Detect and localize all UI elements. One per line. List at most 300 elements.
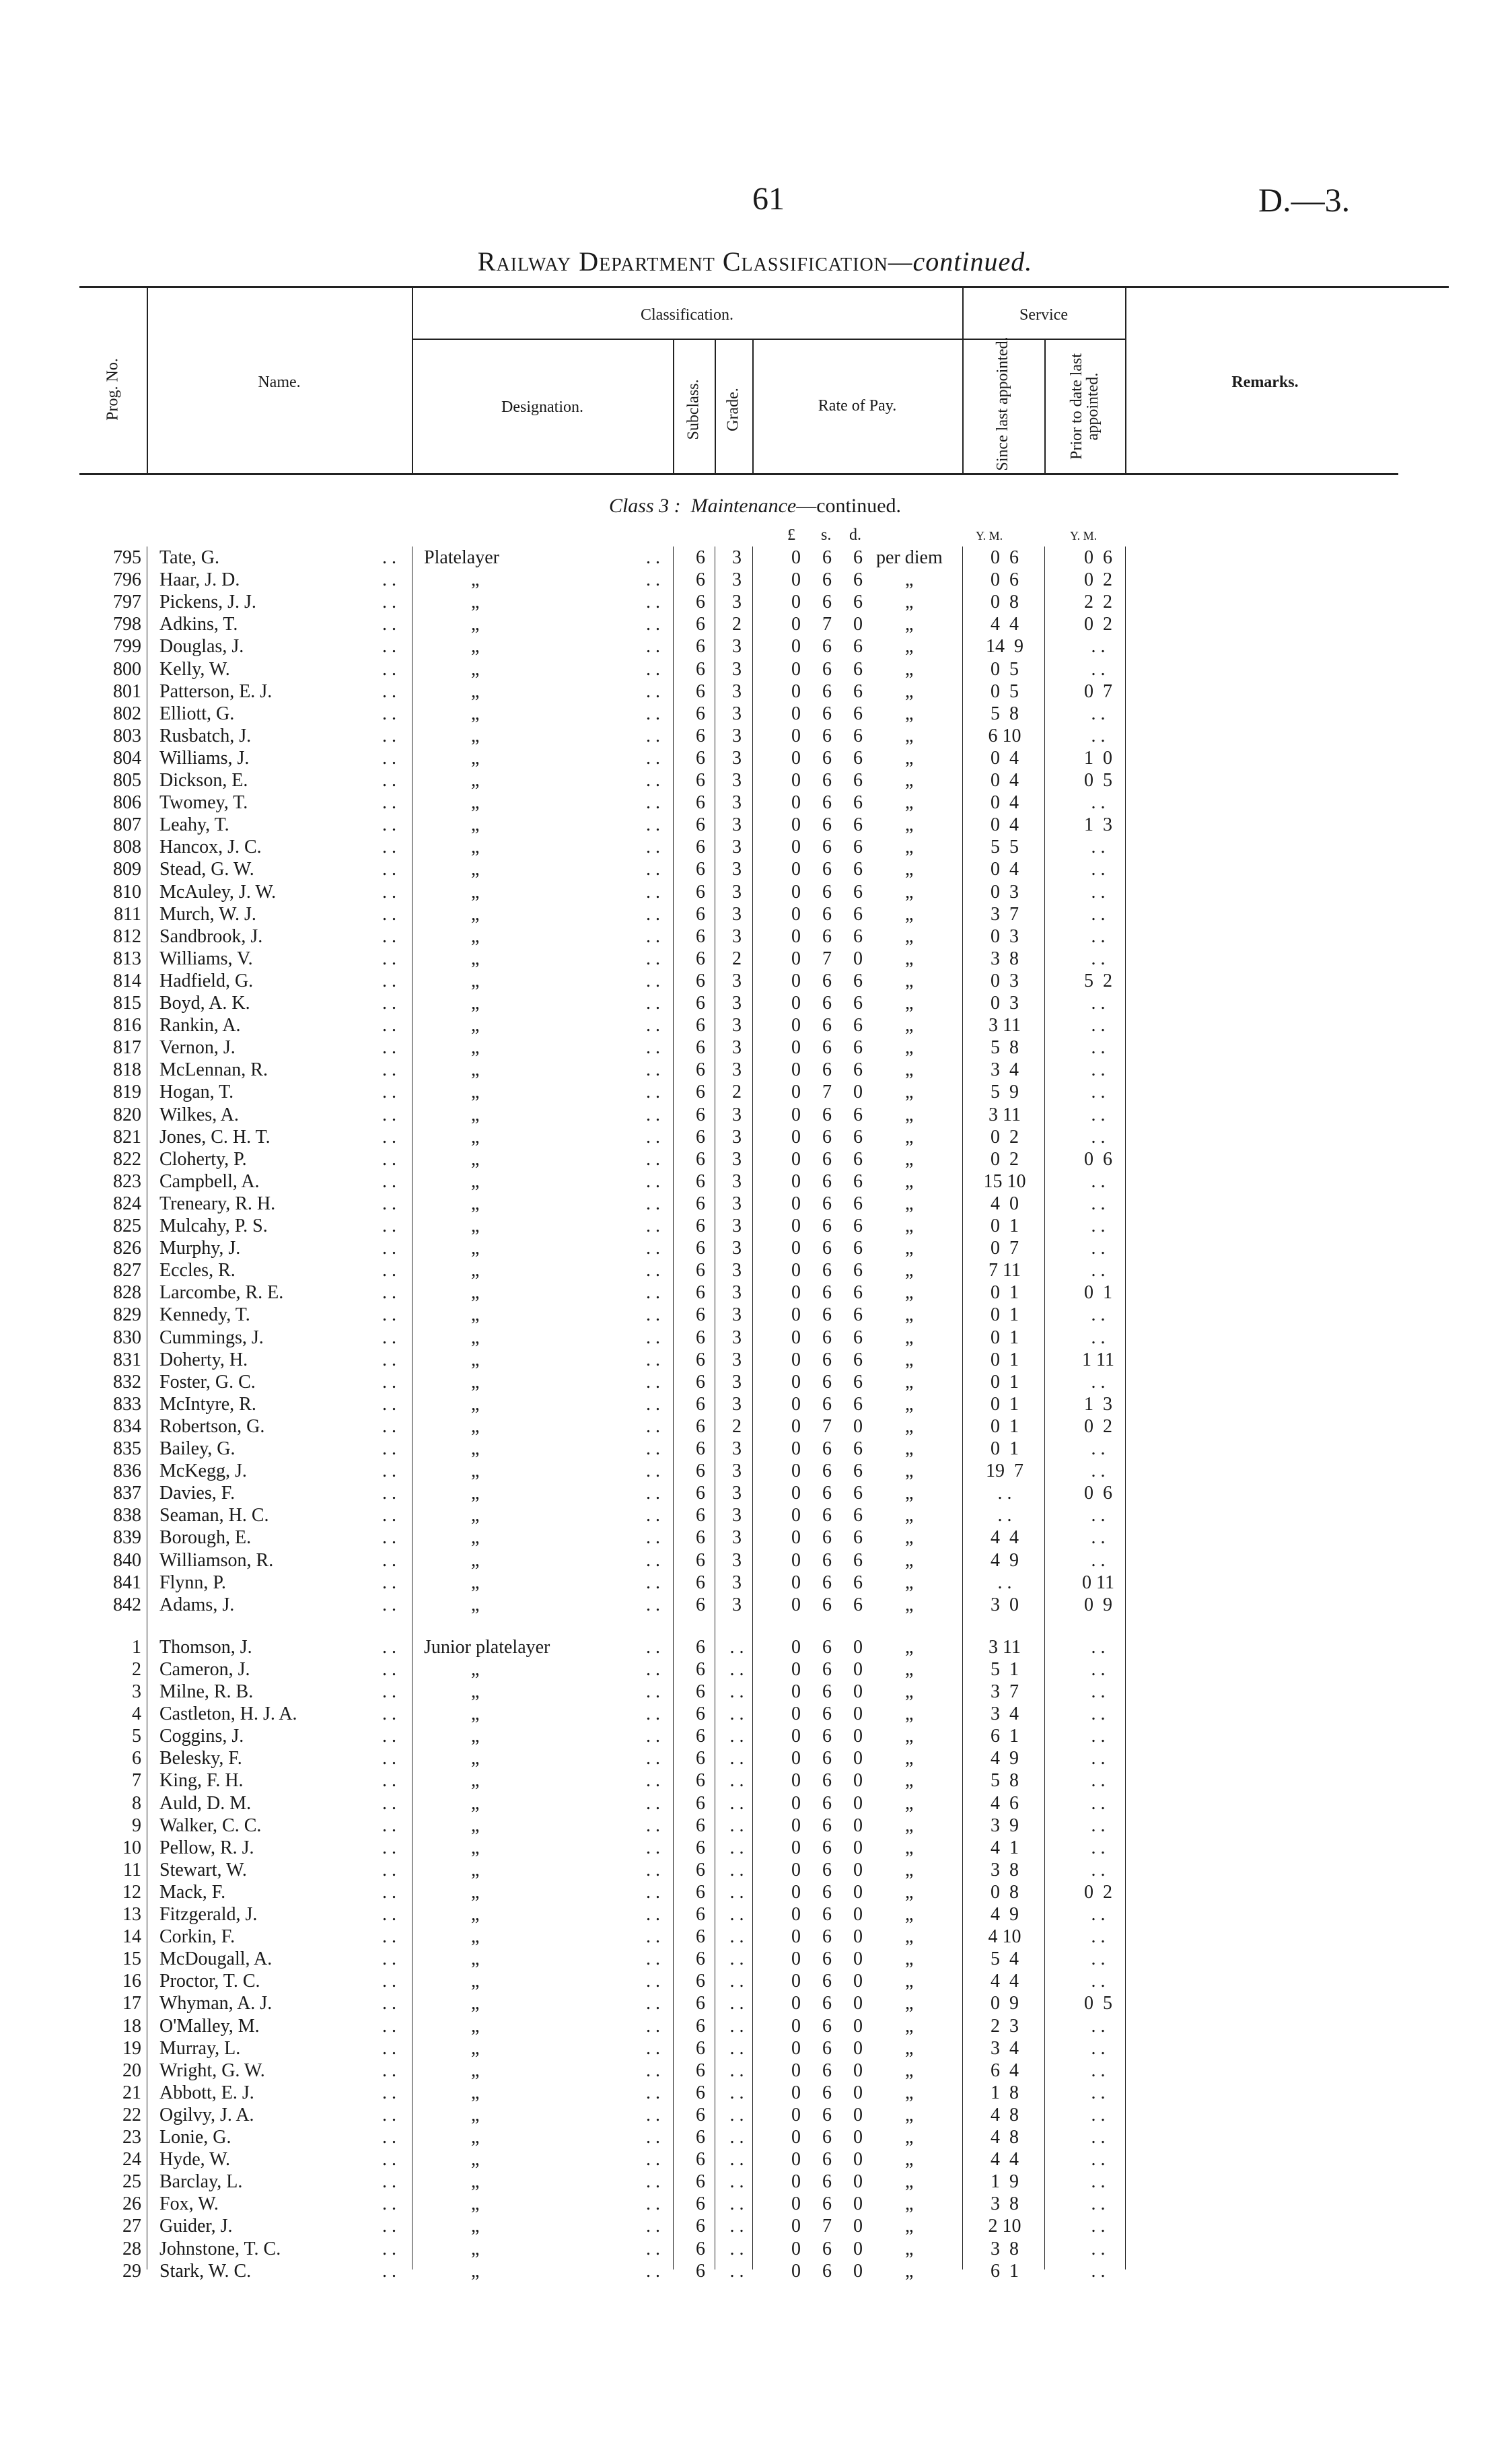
leader-dots: . . (646, 1881, 660, 1903)
pay-pence: 6 (853, 1282, 863, 1304)
subclass-cell: 6 (696, 1238, 705, 1259)
since-last-cell: 4 0 (991, 1193, 1019, 1214)
pay-pence: 0 (853, 1837, 863, 1858)
pay-pence: 0 (853, 1748, 863, 1769)
leader-dots: . . (382, 1460, 396, 1482)
subclass-cell: 6 (696, 703, 705, 724)
leader-dots: . . (646, 1681, 660, 1702)
prior-cell: . . (1091, 2216, 1106, 2237)
pay-pounds: 0 (791, 1282, 801, 1304)
prog-no-cell: 13 (122, 1904, 141, 1925)
designation-cell: „ (471, 1859, 480, 1880)
table-row (0, 814, 1510, 836)
name-cell: Kennedy, T. (159, 1304, 250, 1326)
pay-shillings: 6 (822, 1349, 832, 1370)
designation-cell: „ (471, 1926, 480, 1948)
prog-no-cell: 20 (122, 2060, 141, 2081)
since-last-cell: . . (997, 1505, 1012, 1526)
prior-cell: 0 2 (1084, 1415, 1112, 1437)
pay-period: „ (905, 1170, 914, 1192)
name-cell: Stead, G. W. (159, 859, 254, 880)
header-subclass: Subclass. (684, 379, 703, 440)
prog-no-cell: 837 (113, 1483, 141, 1504)
name-cell: Mulcahy, P. S. (159, 1216, 268, 1236)
since-last-cell: 19 7 (986, 1460, 1023, 1482)
pay-shillings: 6 (822, 1327, 832, 1348)
grade-cell: . . (729, 1792, 744, 1814)
prog-no-cell: 814 (113, 970, 141, 991)
table-row (0, 1438, 1510, 1460)
designation-cell: „ (471, 859, 480, 880)
pay-pounds: 0 (791, 1349, 801, 1370)
pay-pence: 0 (853, 1726, 863, 1747)
header-bottom-rule (79, 473, 1398, 475)
table-row (0, 1482, 1510, 1504)
table-row (0, 836, 1510, 858)
pay-pence: 0 (853, 948, 863, 969)
grade-cell: . . (729, 2238, 744, 2259)
leader-dots: . . (646, 1748, 660, 1769)
pay-period: „ (905, 1971, 914, 1992)
section-continued: —continued. (796, 495, 902, 517)
since-last-cell: 6 10 (988, 725, 1021, 746)
name-cell: Cameron, J. (159, 1658, 250, 1680)
leader-dots: . . (646, 1926, 660, 1948)
leader-dots: . . (382, 1238, 396, 1259)
pay-period: „ (905, 1658, 914, 1680)
unit-years-months-since: Y. M. (976, 529, 1003, 542)
pay-period: „ (905, 725, 914, 746)
leader-dots: . . (646, 770, 660, 791)
pay-period: „ (905, 1104, 914, 1125)
since-last-cell: 0 1 (991, 1349, 1019, 1370)
since-last-cell: 5 1 (991, 1658, 1019, 1680)
pay-shillings: 6 (822, 1770, 832, 1792)
pay-period: „ (905, 1216, 914, 1236)
pay-pounds: 0 (791, 1170, 801, 1192)
table-row (0, 1460, 1510, 1482)
prog-no-cell: 817 (113, 1037, 141, 1059)
designation-cell: „ (471, 2171, 480, 2193)
leader-dots: . . (382, 2216, 396, 2237)
pay-shillings: 6 (822, 1748, 832, 1769)
prog-no-cell: 819 (113, 1082, 141, 1103)
pay-shillings: 6 (822, 1371, 832, 1393)
grade-cell: . . (729, 1926, 744, 1948)
subclass-cell: 6 (696, 592, 705, 613)
table-row (0, 992, 1510, 1014)
prog-no-cell: 804 (113, 747, 141, 769)
pay-pounds: 0 (791, 859, 801, 880)
since-last-cell: 4 9 (991, 1549, 1019, 1571)
prior-cell: . . (1091, 1815, 1106, 1836)
leader-dots: . . (382, 1349, 396, 1370)
prior-cell: 0 2 (1084, 1881, 1112, 1903)
prog-no-cell: 12 (122, 1881, 141, 1903)
leader-dots: . . (382, 1126, 396, 1148)
pay-pounds: 0 (791, 636, 801, 658)
name-cell: Corkin, F. (159, 1926, 236, 1948)
pay-pence: 0 (853, 2104, 863, 2125)
pay-pence: 6 (853, 658, 863, 680)
table-row (0, 547, 1510, 569)
leader-dots: . . (382, 1282, 396, 1304)
since-last-cell: 3 0 (991, 1594, 1019, 1615)
designation-cell: „ (471, 703, 480, 724)
pay-period: „ (905, 1238, 914, 1259)
name-cell: Patterson, E. J. (159, 680, 273, 702)
grade-cell: 3 (732, 970, 742, 991)
subclass-cell: 6 (696, 1636, 705, 1658)
leader-dots: . . (646, 1148, 660, 1170)
prog-no-cell: 805 (113, 770, 141, 791)
pay-pounds: 0 (791, 1527, 801, 1549)
table-row (0, 1769, 1510, 1792)
grade-cell: . . (729, 1681, 744, 1702)
pay-shillings: 6 (822, 925, 832, 947)
pay-shillings: 6 (822, 1148, 832, 1170)
grade-cell: . . (729, 1993, 744, 2014)
pay-period: „ (905, 792, 914, 814)
since-last-cell: 3 11 (988, 1104, 1021, 1125)
prog-no-cell: 15 (122, 1948, 141, 1970)
designation-cell: „ (471, 725, 480, 746)
prior-cell: . . (1091, 837, 1106, 858)
subclass-cell: 6 (696, 925, 705, 947)
since-last-cell: 0 5 (991, 658, 1019, 680)
table-row (0, 2082, 1510, 2104)
leader-dots: . . (382, 725, 396, 746)
pay-period: „ (905, 658, 914, 680)
since-last-cell: 6 4 (991, 2060, 1019, 2081)
pay-shillings: 6 (822, 837, 832, 858)
since-last-cell: 0 4 (991, 770, 1019, 791)
name-cell: Elliott, G. (159, 703, 235, 724)
prior-cell: 0 6 (1084, 1148, 1112, 1170)
table-row (0, 725, 1510, 747)
pay-pounds: 0 (791, 1216, 801, 1236)
prog-no-cell: 798 (113, 614, 141, 635)
prior-cell: 1 11 (1082, 1349, 1114, 1370)
table-row (0, 1948, 1510, 1970)
since-last-cell: 4 10 (988, 1926, 1021, 1948)
col-rule-8 (1125, 288, 1126, 473)
subclass-cell: 6 (696, 1505, 705, 1526)
prog-no-cell: 28 (122, 2238, 141, 2259)
name-cell: Rankin, A. (159, 1015, 241, 1036)
prog-no-cell: 14 (122, 1926, 141, 1948)
pay-shillings: 6 (822, 1993, 832, 2014)
prior-cell: . . (1091, 859, 1106, 880)
subclass-cell: 6 (696, 1193, 705, 1214)
prior-cell: . . (1091, 2082, 1106, 2103)
grade-cell: . . (729, 1815, 744, 1836)
name-cell: Treneary, R. H. (159, 1193, 276, 1214)
pay-period: „ (905, 993, 914, 1014)
leader-dots: . . (646, 1304, 660, 1326)
subclass-cell: 6 (696, 547, 705, 568)
prior-cell: . . (1091, 948, 1106, 969)
designation-cell: „ (471, 1037, 480, 1059)
designation-cell: „ (471, 1837, 480, 1858)
prior-cell: . . (1091, 1126, 1106, 1148)
prior-cell: 0 9 (1084, 1594, 1112, 1615)
subclass-cell: 6 (696, 1726, 705, 1747)
prior-cell: . . (1091, 1037, 1106, 1059)
grade-cell: . . (729, 2082, 744, 2103)
pay-pounds: 0 (791, 1993, 801, 2014)
prog-no-cell: 808 (113, 837, 141, 858)
grade-cell: 3 (732, 547, 742, 568)
prog-no-cell: 833 (113, 1393, 141, 1415)
designation-cell: „ (471, 2260, 480, 2282)
leader-dots: . . (646, 1037, 660, 1059)
grade-cell: 3 (732, 1104, 742, 1125)
designation-cell: „ (471, 2127, 480, 2148)
since-last-cell: 4 4 (991, 2149, 1019, 2171)
pay-pounds: 0 (791, 1505, 801, 1526)
table-row (0, 2171, 1510, 2193)
name-cell: Thomson, J. (159, 1636, 252, 1658)
subclass-cell: 6 (696, 1015, 705, 1036)
leader-dots: . . (382, 1483, 396, 1504)
pay-pence: 6 (853, 1327, 863, 1348)
pay-period: „ (905, 1549, 914, 1571)
name-cell: Stark, W. C. (159, 2260, 252, 2282)
pay-pounds: 0 (791, 814, 801, 836)
since-last-cell: 0 1 (991, 1393, 1019, 1415)
designation-cell: „ (471, 1658, 480, 1680)
leader-dots: . . (646, 859, 660, 880)
pay-pounds: 0 (791, 1415, 801, 1437)
prior-cell: 0 5 (1084, 770, 1112, 791)
prog-no-cell: 8 (132, 1792, 141, 1814)
table-row (0, 1327, 1510, 1349)
subclass-cell: 6 (696, 2149, 705, 2171)
grade-cell: 3 (732, 925, 742, 947)
leader-dots: . . (382, 2104, 396, 2125)
since-last-cell: . . (997, 1572, 1012, 1593)
leader-dots: . . (646, 2171, 660, 2193)
pay-pence: 6 (853, 1126, 863, 1148)
since-last-cell: 0 8 (991, 592, 1019, 613)
grade-cell: 3 (732, 837, 742, 858)
grade-cell: 3 (732, 1527, 742, 1549)
leader-dots: . . (646, 2060, 660, 2081)
prog-no-cell: 24 (122, 2149, 141, 2171)
leader-dots: . . (646, 1460, 660, 1482)
leader-dots: . . (646, 837, 660, 858)
prior-cell: . . (1091, 1327, 1106, 1348)
pay-pounds: 0 (791, 703, 801, 724)
grade-cell: . . (729, 1770, 744, 1792)
name-cell: King, F. H. (159, 1770, 244, 1792)
grade-cell: 3 (732, 1170, 742, 1192)
pay-pence: 6 (853, 1460, 863, 1482)
prog-no-cell: 825 (113, 1216, 141, 1236)
leader-dots: . . (646, 2037, 660, 2059)
designation-cell: „ (471, 592, 480, 613)
designation-cell: „ (471, 1904, 480, 1925)
since-last-cell: 3 11 (988, 1636, 1021, 1658)
pay-period: „ (905, 2193, 914, 2215)
pay-pence: 0 (853, 2060, 863, 2081)
pay-pounds: 0 (791, 547, 801, 568)
leader-dots: . . (382, 1415, 396, 1437)
prog-no-cell: 828 (113, 1282, 141, 1304)
pay-pence: 6 (853, 547, 863, 568)
table-row (0, 1281, 1510, 1304)
subclass-cell: 6 (696, 1148, 705, 1170)
leader-dots: . . (382, 1726, 396, 1747)
leader-dots: . . (382, 1216, 396, 1236)
name-cell: Jones, C. H. T. (159, 1126, 271, 1148)
prior-cell: . . (1091, 1748, 1106, 1769)
pay-shillings: 6 (822, 1282, 832, 1304)
header-classification: Classification. (641, 306, 733, 324)
since-last-cell: 0 4 (991, 747, 1019, 769)
prior-cell: 0 7 (1084, 680, 1112, 702)
pay-pence: 6 (853, 725, 863, 746)
prior-cell: . . (1091, 2015, 1106, 2037)
prior-cell: . . (1091, 1505, 1106, 1526)
since-last-cell: 3 8 (991, 948, 1019, 969)
name-cell: Cloherty, P. (159, 1148, 247, 1170)
prog-no-cell: 17 (122, 1993, 141, 2014)
pay-pence: 6 (853, 680, 863, 702)
leader-dots: . . (646, 1837, 660, 1858)
pay-shillings: 6 (822, 903, 832, 925)
subclass-cell: 6 (696, 1304, 705, 1326)
leader-dots: . . (382, 2260, 396, 2282)
prior-cell: . . (1091, 1216, 1106, 1236)
pay-shillings: 6 (822, 1681, 832, 1702)
name-cell: Williams, J. (159, 747, 250, 769)
subclass-cell: 6 (696, 1483, 705, 1504)
pay-pounds: 0 (791, 837, 801, 858)
since-last-cell: 14 9 (986, 636, 1023, 658)
leader-dots: . . (382, 1748, 396, 1769)
prior-cell: . . (1091, 1658, 1106, 1680)
pay-period: „ (905, 1037, 914, 1059)
header-remarks: Remarks. (1231, 374, 1299, 391)
leader-dots: . . (646, 1859, 660, 1880)
pay-pence: 6 (853, 770, 863, 791)
pay-period: „ (905, 1126, 914, 1148)
pay-pence: 6 (853, 837, 863, 858)
prog-no-cell: 22 (122, 2104, 141, 2125)
pay-shillings: 6 (822, 1815, 832, 1836)
leader-dots: . . (382, 547, 396, 568)
subclass-cell: 6 (696, 1971, 705, 1992)
pay-period: „ (905, 703, 914, 724)
pay-shillings: 6 (822, 1859, 832, 1880)
pay-period: „ (905, 2082, 914, 2103)
pay-period: „ (905, 2149, 914, 2171)
leader-dots: . . (646, 547, 660, 568)
pay-pounds: 0 (791, 1815, 801, 1836)
pay-period: „ (905, 1681, 914, 1702)
leader-dots: . . (646, 1971, 660, 1992)
designation-cell: „ (471, 1971, 480, 1992)
table-row (0, 1014, 1510, 1036)
leader-dots: . . (646, 1216, 660, 1236)
unit-pence: d. (849, 526, 861, 544)
prog-no-cell: 815 (113, 993, 141, 1014)
subclass-cell: 6 (696, 1926, 705, 1948)
pay-pounds: 0 (791, 1126, 801, 1148)
pay-period: „ (905, 1483, 914, 1504)
pay-period: „ (905, 1748, 914, 1769)
subclass-cell: 6 (696, 2171, 705, 2193)
prog-no-cell: 834 (113, 1415, 141, 1437)
designation-cell: „ (471, 792, 480, 814)
pay-pounds: 0 (791, 1483, 801, 1504)
subclass-cell: 6 (696, 1438, 705, 1459)
subclass-cell: 6 (696, 680, 705, 702)
name-cell: Sandbrook, J. (159, 925, 263, 947)
pay-shillings: 6 (822, 703, 832, 724)
leader-dots: . . (646, 1572, 660, 1593)
since-last-cell: 4 6 (991, 1792, 1019, 1814)
document-reference: D.—3. (1258, 181, 1351, 219)
pay-shillings: 7 (822, 948, 832, 969)
name-cell: O'Malley, M. (159, 2015, 260, 2037)
pay-period: „ (905, 1527, 914, 1549)
pay-pounds: 0 (791, 2238, 801, 2259)
leader-dots: . . (382, 1681, 396, 1702)
designation-cell: „ (471, 2104, 480, 2125)
subclass-cell: 6 (696, 903, 705, 925)
leader-dots: . . (382, 2037, 396, 2059)
pay-shillings: 6 (822, 658, 832, 680)
designation-cell: „ (471, 948, 480, 969)
pay-pounds: 0 (791, 1193, 801, 1214)
pay-pence: 0 (853, 1415, 863, 1437)
grade-cell: 3 (732, 1438, 742, 1459)
designation-cell: „ (471, 2060, 480, 2081)
pay-period: „ (905, 2060, 914, 2081)
leader-dots: . . (646, 1015, 660, 1036)
pay-pounds: 0 (791, 903, 801, 925)
subclass-cell: 6 (696, 2082, 705, 2103)
grade-cell: 3 (732, 881, 742, 903)
leader-dots: . . (382, 1658, 396, 1680)
pay-pence: 0 (853, 1681, 863, 1702)
pay-period: „ (905, 903, 914, 925)
pay-pounds: 0 (791, 2149, 801, 2171)
prior-cell: . . (1091, 1527, 1106, 1549)
since-last-cell: 0 3 (991, 881, 1019, 903)
name-cell: Adkins, T. (159, 614, 238, 635)
subclass-cell: 6 (696, 1859, 705, 1880)
pay-shillings: 6 (822, 2127, 832, 2148)
designation-cell: „ (471, 881, 480, 903)
pay-pence: 0 (853, 2260, 863, 2282)
pay-period: „ (905, 592, 914, 613)
pay-pence: 6 (853, 1104, 863, 1125)
prog-no-cell: 5 (132, 1726, 141, 1747)
pay-pounds: 0 (791, 1881, 801, 1903)
subclass-cell: 6 (696, 1216, 705, 1236)
pay-pence: 6 (853, 1438, 863, 1459)
leader-dots: . . (646, 614, 660, 635)
leader-dots: . . (646, 1393, 660, 1415)
name-cell: Adams, J. (159, 1594, 235, 1615)
prior-cell: 0 1 (1084, 1282, 1112, 1304)
since-last-cell: 4 4 (991, 1971, 1019, 1992)
pay-shillings: 6 (822, 592, 832, 613)
